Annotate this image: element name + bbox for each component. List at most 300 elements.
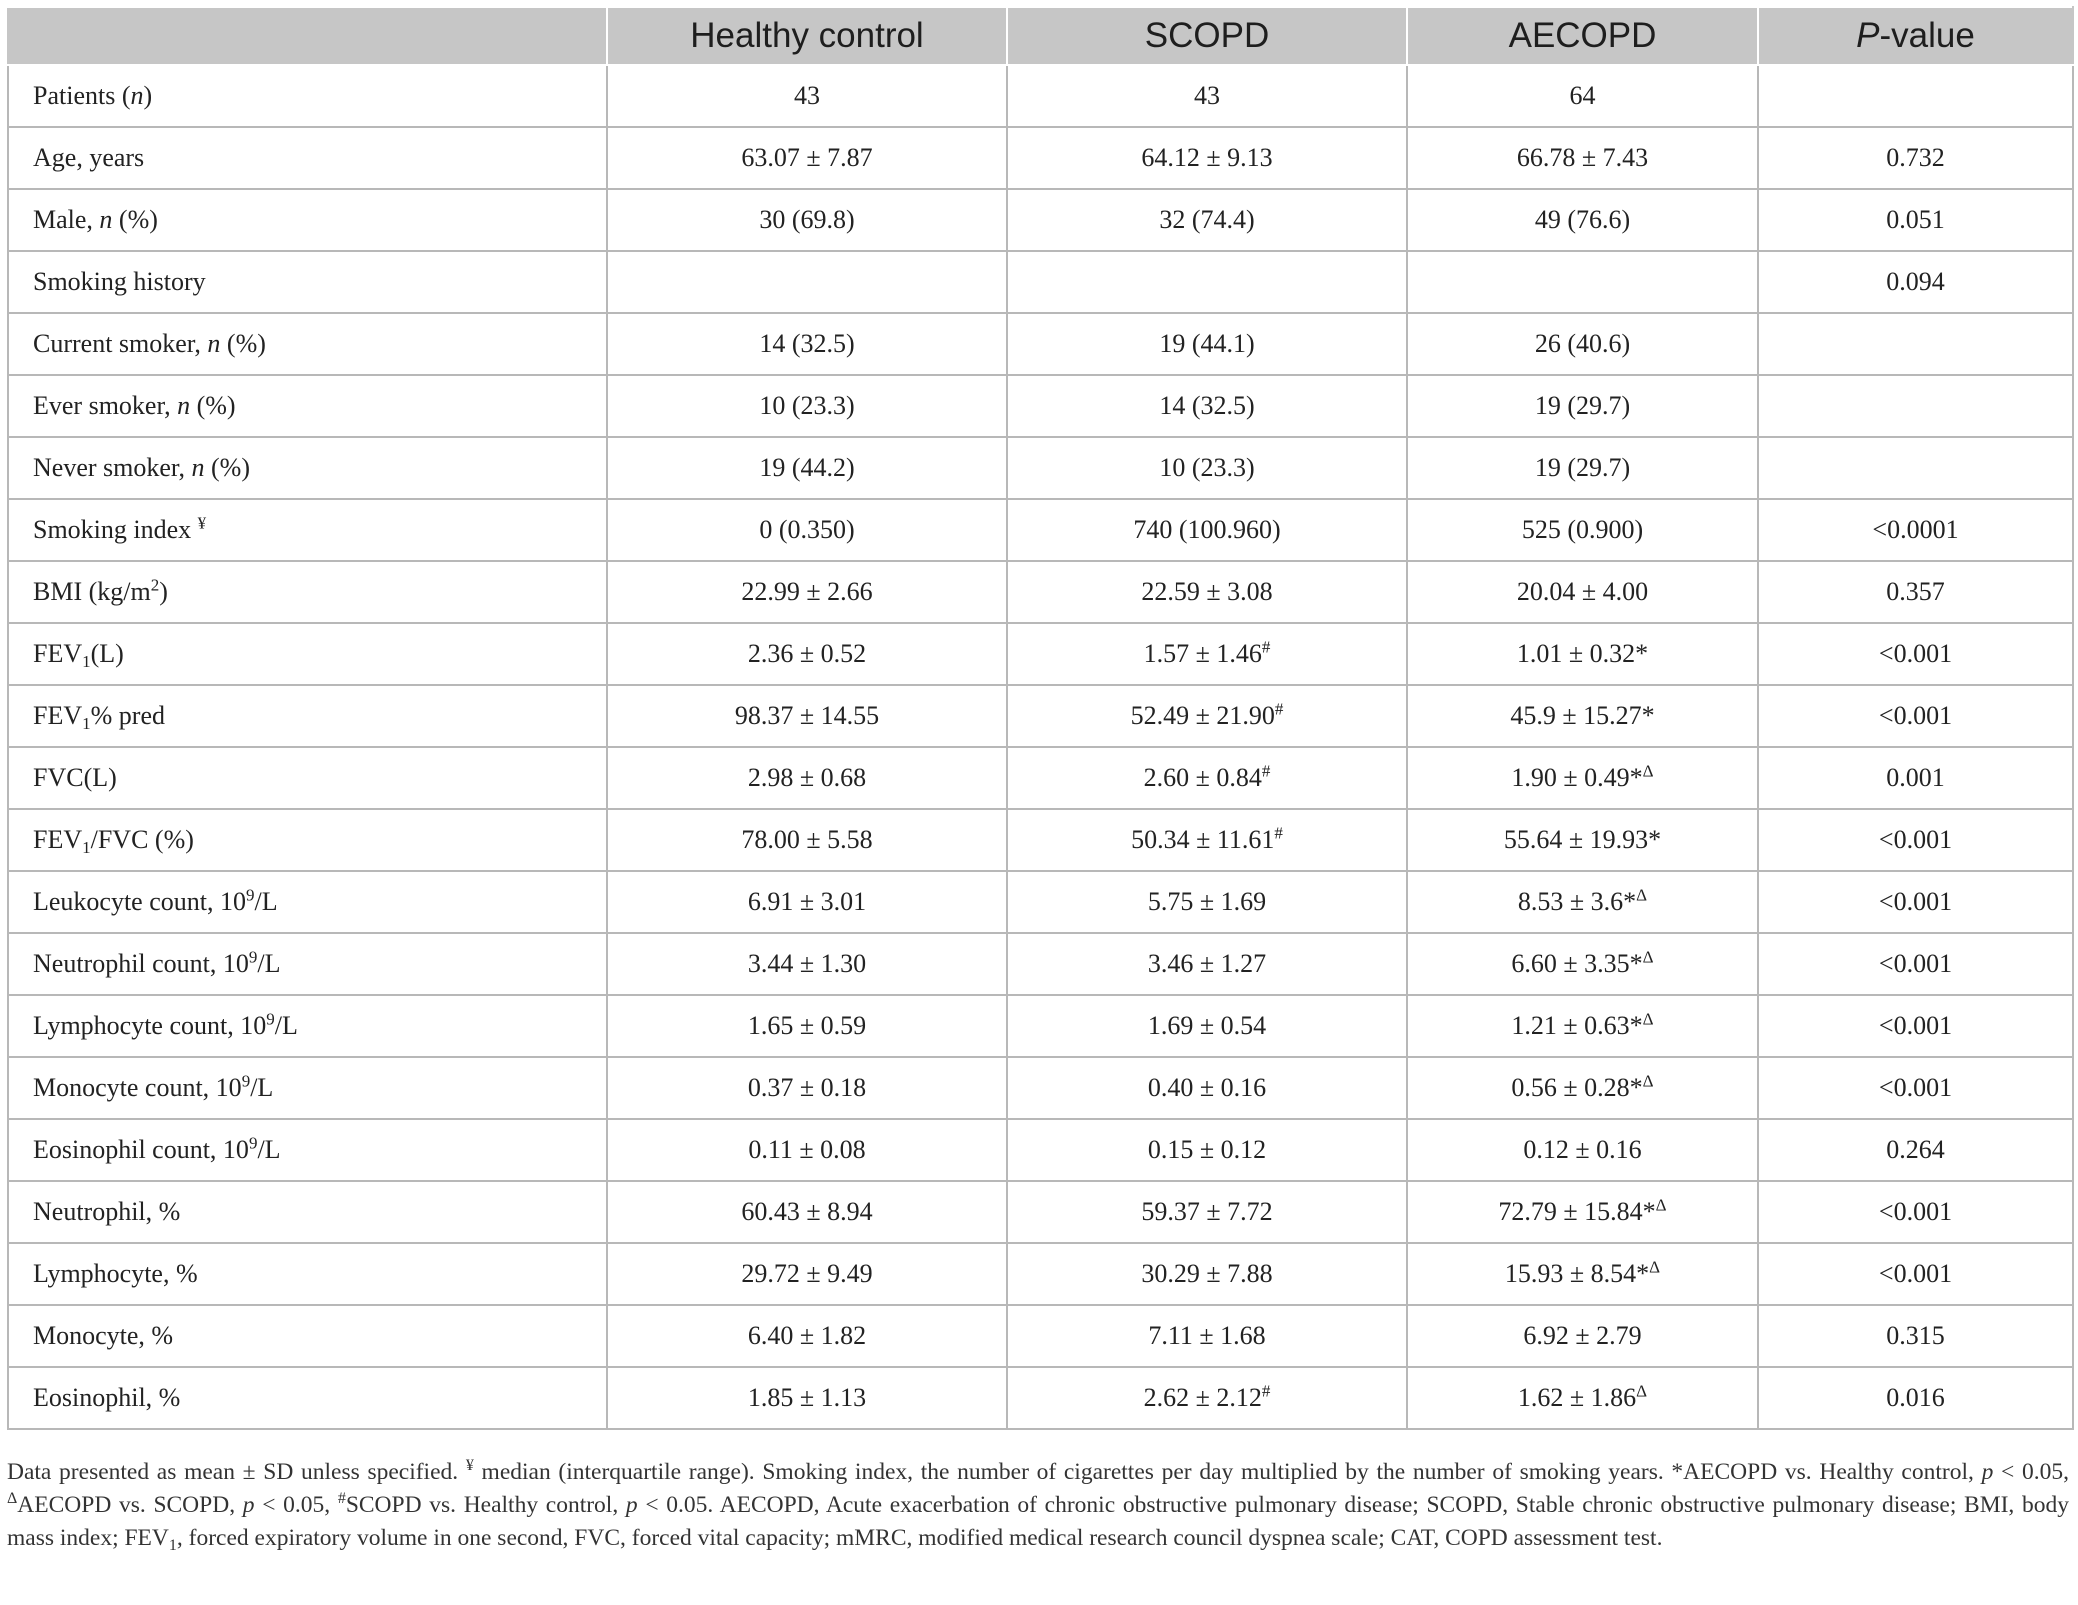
cell-aecopd [1407,437,1758,499]
cell-aecopd [1407,809,1758,871]
cell-value: 98.37 ± 14.55 [734,701,880,730]
cell-scopd [1007,189,1407,251]
cell-value: 0.56 ± 0.28* [1511,1073,1643,1102]
cell-healthy-control [607,375,1007,437]
cell-aecopd [1407,561,1758,623]
cell-scopd [1007,1367,1407,1429]
row-label [8,1243,607,1305]
cell-value: 0.40 ± 0.16 [1147,1073,1267,1102]
row-label [8,623,607,685]
header-p-italic: P [1856,16,1880,55]
cell-value: 22.59 ± 3.08 [1141,577,1273,606]
significance-marker: # [1274,699,1284,719]
cell-value: <0.001 [1878,701,1953,730]
row-label-suffix: /FVC (%) [90,825,194,854]
cell-value: 0 (0.350) [759,515,855,544]
cell-healthy-control [607,809,1007,871]
cell-value: 1.90 ± 0.49* [1511,763,1643,792]
cell-scopd [1007,871,1407,933]
cell-scopd [1007,933,1407,995]
row-label-superscript: 2 [150,575,160,595]
table-row [8,127,2073,189]
table-row [8,1119,2073,1181]
significance-marker: Δ [1636,885,1648,905]
row-label-text: Current smoker, [33,329,208,358]
cell-aecopd [1407,375,1758,437]
table-row [8,65,2073,127]
header-row-label [8,7,607,65]
row-label-italic: n [207,329,221,358]
cell-value: 0.11 ± 0.08 [748,1135,866,1164]
row-label-suffix: ) [159,577,168,606]
row-label [8,747,607,809]
cell-value: 43 [794,81,820,110]
footnote-text: SCOPD vs. Healthy control, [345,1492,626,1518]
footnote-subscript: 1 [168,1536,177,1554]
cell-value: 0.732 [1886,143,1945,172]
cell-value: 1.57 ± 1.46 [1143,639,1262,668]
cell-value: 1.62 ± 1.86 [1517,1383,1637,1412]
row-label-italic: n [177,391,191,420]
table-row [8,747,2073,809]
cell-value: 45.9 ± 15.27* [1510,701,1655,730]
significance-marker: Δ [1642,947,1654,967]
row-label [8,809,607,871]
row-label-text: FEV [33,639,83,668]
row-label [8,313,607,375]
cell-healthy-control [607,251,1007,313]
cell-value: 3.46 ± 1.27 [1147,949,1267,978]
cell-p-value [1758,623,2073,685]
cell-aecopd [1407,251,1758,313]
cell-healthy-control [607,685,1007,747]
cell-value: 525 (0.900) [1521,515,1644,544]
header-aecopd: AECOPD [1407,7,1758,65]
row-label-suffix: /L [257,1135,281,1164]
cell-scopd [1007,1305,1407,1367]
row-label-text: FEV [33,825,83,854]
row-label-suffix: /L [250,1073,274,1102]
row-label-text: Neutrophil count, 10 [33,949,249,978]
row-label-text: Male, [33,205,100,234]
row-label-italic: n [191,453,205,482]
cell-value: 0.001 [1886,763,1945,792]
table-row [8,871,2073,933]
cell-healthy-control [607,623,1007,685]
cell-scopd [1007,127,1407,189]
cell-aecopd [1407,313,1758,375]
cell-aecopd [1407,623,1758,685]
cell-value: 5.75 ± 1.69 [1147,887,1267,916]
cell-p-value [1758,127,2073,189]
cell-aecopd [1407,871,1758,933]
row-label-suffix: % pred [90,701,165,730]
cell-value: 63.07 ± 7.87 [741,143,873,172]
row-label [8,1367,607,1429]
row-label-text: BMI (kg/m [33,577,151,606]
table-row [8,685,2073,747]
cell-healthy-control [607,933,1007,995]
row-label [8,499,607,561]
cell-healthy-control [607,127,1007,189]
cell-value: 0.12 ± 0.16 [1523,1135,1642,1164]
significance-marker: Δ [1636,1381,1648,1401]
cell-p-value [1758,65,2073,127]
cell-p-value [1758,1305,2073,1367]
cell-p-value [1758,499,2073,561]
characteristics-table [7,6,2074,1430]
cell-scopd [1007,685,1407,747]
table-body [8,65,2073,1429]
cell-healthy-control [607,871,1007,933]
cell-healthy-control [607,1305,1007,1367]
cell-value: 0.094 [1886,267,1945,296]
table-row [8,995,2073,1057]
significance-marker: Δ [1642,1009,1654,1029]
cell-p-value [1758,933,2073,995]
row-label-superscript: 9 [266,1009,275,1029]
cell-healthy-control [607,1181,1007,1243]
cell-aecopd [1407,1057,1758,1119]
row-label-suffix: (%) [220,329,266,358]
row-label-text: Age, years [33,143,145,172]
row-label-suffix: (L) [90,639,124,668]
cell-value: <0.001 [1878,1011,1953,1040]
row-label-superscript: 9 [248,1133,258,1153]
cell-value: 6.91 ± 3.01 [747,887,867,916]
cell-p-value [1758,313,2073,375]
row-label [8,933,607,995]
cell-healthy-control [607,313,1007,375]
cell-scopd [1007,437,1407,499]
significance-marker: Δ [1649,1257,1661,1277]
table-header-row [8,7,2073,65]
row-label-superscript: 9 [246,885,255,905]
footnote-yen-symbol: ¥ [465,1457,474,1475]
cell-value: <0.001 [1878,1197,1953,1226]
row-label [8,1305,607,1367]
cell-value: <0.001 [1878,1259,1953,1288]
table-row [8,623,2073,685]
footnote-text: < 0.05, [1993,1459,2069,1485]
cell-healthy-control [607,1243,1007,1305]
row-label [8,375,607,437]
cell-value: 740 (100.960) [1133,515,1281,544]
cell-scopd [1007,313,1407,375]
cell-scopd [1007,499,1407,561]
cell-aecopd [1407,499,1758,561]
cell-value: 1.01 ± 0.32* [1516,639,1649,668]
cell-p-value [1758,437,2073,499]
footnote-text: median (interquartile range). Smoking index, the number of cigarettes per day multiplied by the number of smoking years. *AECOPD vs. Healthy control, [473,1459,1982,1485]
cell-value: <0.001 [1878,1073,1953,1102]
cell-value: 49 (76.6) [1534,205,1631,234]
cell-healthy-control [607,995,1007,1057]
cell-value: 55.64 ± 19.93* [1503,825,1662,854]
significance-marker: Δ [1642,1071,1654,1091]
row-label [8,561,607,623]
cell-value: 78.00 ± 5.58 [741,825,873,854]
table-row [8,1243,2073,1305]
cell-value: 60.43 ± 8.94 [741,1197,873,1226]
cell-value: 0.37 ± 0.18 [747,1073,867,1102]
cell-value: 10 (23.3) [759,391,855,420]
row-label-suffix: (%) [112,205,158,234]
cell-value: 52.49 ± 21.90 [1130,701,1275,730]
row-label-superscript: 9 [241,1071,251,1091]
cell-scopd [1007,1119,1407,1181]
cell-value: 20.04 ± 4.00 [1516,577,1649,606]
cell-value: 2.36 ± 0.52 [747,639,867,668]
significance-marker: # [1261,761,1271,781]
cell-value: <0.001 [1878,887,1953,916]
cell-aecopd [1407,127,1758,189]
cell-healthy-control [607,499,1007,561]
cell-value: 2.60 ± 0.84 [1143,763,1262,792]
cell-healthy-control [607,1119,1007,1181]
significance-marker: Δ [1655,1195,1667,1215]
cell-healthy-control [607,65,1007,127]
cell-scopd [1007,561,1407,623]
significance-marker: Δ [1642,761,1654,781]
cell-p-value [1758,1119,2073,1181]
table-row [8,1057,2073,1119]
cell-value: 29.72 ± 9.49 [741,1259,873,1288]
cell-value: 0.051 [1886,205,1945,234]
row-label-text: Neutrophil, % [33,1197,181,1226]
cell-aecopd [1407,933,1758,995]
cell-value: 6.60 ± 3.35* [1511,949,1643,978]
cell-value: 8.53 ± 3.6* [1517,887,1637,916]
row-label-italic: n [130,81,144,110]
row-label-italic: n [99,205,113,234]
cell-aecopd [1407,1243,1758,1305]
cell-value: 0.016 [1886,1383,1945,1412]
cell-value: 30.29 ± 7.88 [1141,1259,1273,1288]
header-healthy-control: Healthy control [607,7,1007,65]
cell-scopd [1007,995,1407,1057]
row-label-superscript: ¥ [197,513,207,533]
cell-scopd [1007,623,1407,685]
cell-value: 7.11 ± 1.68 [1148,1321,1266,1350]
row-label-text: FVC(L) [33,763,117,792]
cell-healthy-control [607,561,1007,623]
cell-p-value [1758,1181,2073,1243]
footnote-text: AECOPD vs. SCOPD, [17,1492,243,1518]
cell-value: 6.92 ± 2.79 [1523,1321,1642,1350]
row-label [8,437,607,499]
cell-p-value [1758,1367,2073,1429]
footnote-text: Data presented as mean ± SD unless specified. [7,1459,466,1485]
cell-healthy-control [607,1057,1007,1119]
footnote-p-italic: p [1981,1459,1994,1485]
cell-aecopd [1407,1367,1758,1429]
cell-aecopd [1407,747,1758,809]
table-row [8,313,2073,375]
cell-value: 43 [1194,81,1220,110]
footnote-text: < 0.05, [254,1492,338,1518]
cell-aecopd [1407,65,1758,127]
cell-aecopd [1407,189,1758,251]
table-row [8,561,2073,623]
characteristics-table-container [7,6,2072,1430]
cell-value: 2.98 ± 0.68 [747,763,867,792]
cell-p-value [1758,1057,2073,1119]
cell-value: 66.78 ± 7.43 [1516,143,1649,172]
significance-marker: # [1274,823,1283,843]
row-label-subscript: 1 [82,714,91,734]
cell-scopd [1007,251,1407,313]
cell-aecopd [1407,1305,1758,1367]
row-label-text: FEV [33,701,83,730]
header-p-rest: -value [1879,16,1975,55]
cell-value: <0.001 [1878,639,1953,668]
cell-value: 1.85 ± 1.13 [747,1383,867,1412]
cell-value: 15.93 ± 8.54* [1504,1259,1650,1288]
cell-value: 2.62 ± 2.12 [1143,1383,1262,1412]
footnote-text: , forced expiratory volume in one second, FVC, forced vital capacity; mMRC, modified medical research council dyspnea scale; CAT, COPD assessment test. [176,1525,1663,1551]
cell-value: 19 (44.2) [759,453,855,482]
cell-value: <0.001 [1878,949,1953,978]
row-label-text: Smoking index [33,515,198,544]
cell-aecopd [1407,685,1758,747]
cell-scopd [1007,1181,1407,1243]
cell-value: 19 (44.1) [1159,329,1255,358]
cell-value: 64 [1569,81,1596,110]
row-label-text: Patients ( [33,81,131,110]
row-label [8,1057,607,1119]
cell-value: 6.40 ± 1.82 [747,1321,867,1350]
cell-healthy-control [607,437,1007,499]
footnote-hash-symbol: # [337,1490,346,1508]
cell-value: 59.37 ± 7.72 [1141,1197,1273,1226]
cell-value: 0.264 [1886,1135,1945,1164]
cell-value: 22.99 ± 2.66 [741,577,873,606]
cell-p-value [1758,685,2073,747]
row-label-text: Eosinophil, % [33,1383,181,1412]
cell-value: 3.44 ± 1.30 [747,949,867,978]
cell-aecopd [1407,995,1758,1057]
cell-healthy-control [607,747,1007,809]
cell-healthy-control [607,189,1007,251]
row-label [8,1181,607,1243]
cell-p-value [1758,251,2073,313]
table-row [8,1367,2073,1429]
cell-healthy-control [607,1367,1007,1429]
row-label-text: Lymphocyte, % [33,1259,198,1288]
table-row [8,809,2073,871]
row-label-subscript: 1 [82,652,91,672]
cell-value: 14 (32.5) [759,329,855,358]
cell-p-value [1758,189,2073,251]
table-row [8,375,2073,437]
row-label [8,871,607,933]
row-label [8,685,607,747]
significance-marker: # [1261,1381,1271,1401]
row-label-text: Smoking history [33,267,206,296]
cell-value: 30 (69.8) [759,205,855,234]
row-label-suffix: (%) [190,391,236,420]
cell-value: 50.34 ± 11.61 [1131,825,1275,854]
cell-value: 0.15 ± 0.12 [1147,1135,1267,1164]
row-label-text: Lymphocyte count, 10 [33,1011,267,1040]
row-label [8,189,607,251]
row-label [8,995,607,1057]
row-label-text: Ever smoker, [33,391,178,420]
cell-p-value [1758,871,2073,933]
cell-p-value [1758,809,2073,871]
table-row [8,251,2073,313]
cell-p-value [1758,995,2073,1057]
row-label-suffix: /L [274,1011,298,1040]
row-label-suffix: /L [257,949,281,978]
cell-value: 0.357 [1886,577,1945,606]
row-label [8,127,607,189]
cell-scopd [1007,65,1407,127]
footnote-p-italic: p [242,1492,255,1518]
footnote-p-italic: p [625,1492,638,1518]
table-row [8,933,2073,995]
cell-scopd [1007,747,1407,809]
header-scopd: SCOPD [1007,7,1407,65]
cell-value: 1.65 ± 0.59 [747,1011,867,1040]
row-label-text: Monocyte, % [33,1321,174,1350]
cell-value: 64.12 ± 9.13 [1141,143,1273,172]
cell-value: <0.0001 [1872,515,1959,544]
table-footnote [7,1456,2069,1555]
cell-aecopd [1407,1181,1758,1243]
significance-marker: # [1261,637,1271,657]
row-label-subscript: 1 [82,838,91,858]
cell-scopd [1007,375,1407,437]
cell-value: 0.315 [1886,1321,1945,1350]
cell-value: 14 (32.5) [1159,391,1255,420]
row-label [8,65,607,127]
cell-value: 72.79 ± 15.84* [1498,1197,1656,1226]
table-row [8,1305,2073,1367]
cell-value: <0.001 [1878,825,1953,854]
cell-p-value [1758,1243,2073,1305]
row-label-suffix: (%) [204,453,250,482]
footnote-delta-symbol: Δ [7,1490,18,1508]
table-row [8,499,2073,561]
cell-value: 10 (23.3) [1159,453,1255,482]
row-label-suffix: /L [254,887,278,916]
cell-value: 1.21 ± 0.63* [1511,1011,1643,1040]
row-label-text: Leukocyte count, 10 [33,887,246,916]
header-p-value [1758,7,2073,65]
cell-value: 32 (74.4) [1159,205,1255,234]
row-label-text: Eosinophil count, 10 [33,1135,249,1164]
row-label-text: Never smoker, [33,453,192,482]
row-label [8,1119,607,1181]
cell-value: 26 (40.6) [1534,329,1631,358]
cell-value: 19 (29.7) [1534,391,1631,420]
table-row [8,437,2073,499]
row-label [8,251,607,313]
row-label-superscript: 9 [248,947,258,967]
cell-p-value [1758,747,2073,809]
footnote-text: < 0.05. AECOPD, Acute exacerbation of chronic obstructive pulmonary disease; SCOPD, Stable chronic obstructive pulmonary disease; BMI, body mass index; FEV [7,1492,2069,1551]
table-row [8,189,2073,251]
table-row [8,1181,2073,1243]
cell-scopd [1007,1057,1407,1119]
cell-p-value [1758,561,2073,623]
cell-value: 19 (29.7) [1534,453,1631,482]
row-label-suffix: ) [143,81,153,110]
cell-scopd [1007,809,1407,871]
cell-value: 1.69 ± 0.54 [1147,1011,1267,1040]
